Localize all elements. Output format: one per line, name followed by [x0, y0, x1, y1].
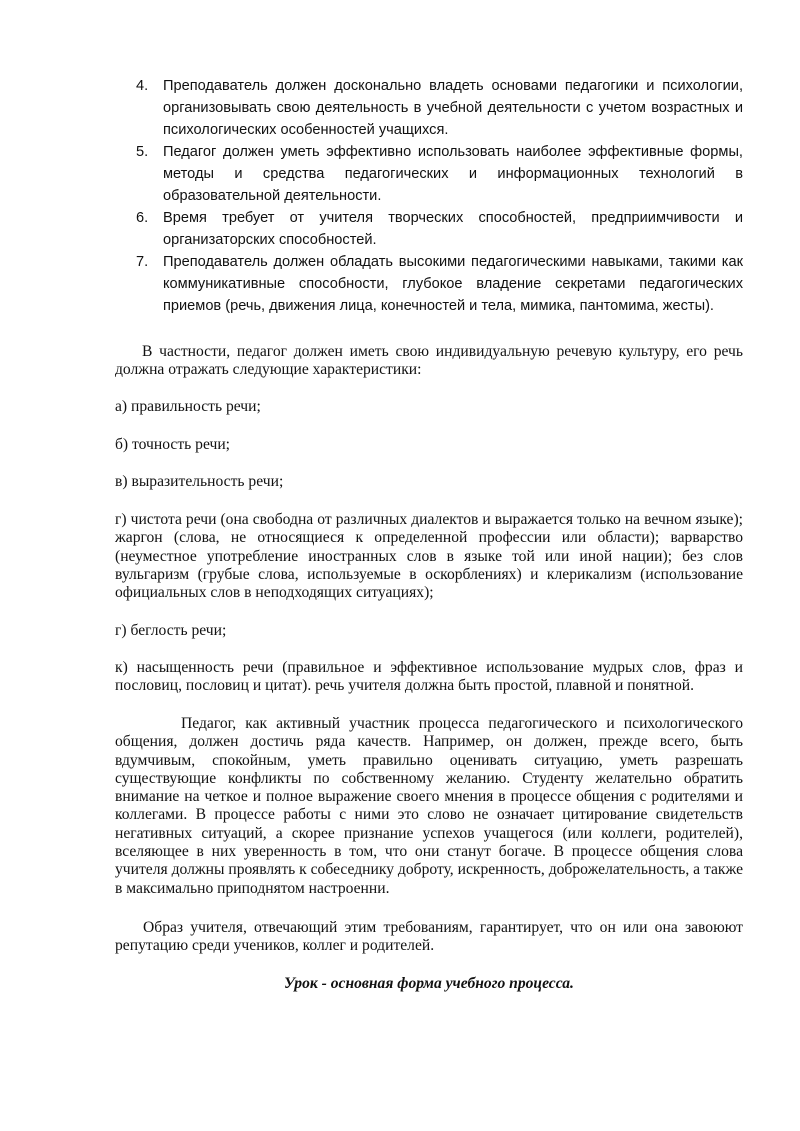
list-item-text: Время требует от учителя творческих способностей, предприимчивости и организаторских способностей.: [163, 210, 743, 248]
list-item-text: Преподаватель должен обладать высокими педагогическими навыками, такими как коммуникативные способности, глубокое владение секретами педагогических приемов (речь, движения лица, конечностей и тела, мимика, пантомима, жесты).: [163, 254, 743, 314]
list-item: [136, 141, 743, 207]
list-item-number: 5.: [136, 144, 149, 160]
section-heading: Урок - основная форма учебного процесса.: [284, 975, 574, 992]
speech-item-v: в) выразительность речи;: [115, 473, 284, 490]
speech-item-g: г) чистота речи (она свободна от различных диалектов и выражается только на вечном языке); жаргон (слова, не относящиеся к определенной профессии или области); варварство (неуместное употребление иностранных слов в языке той или иной нации); без слов вульгаризм (грубые слова, используемые в оскорблениях) и клерикализм (использование официальных слов в неподходящих ситуациях);: [115, 511, 743, 602]
paragraph-text: В частности, педагог должен иметь свою индивидуальную речевую культуру, его речь должна отражать следующие характеристики:: [115, 343, 743, 379]
numbered-list: [0, 75, 800, 317]
list-item-number: 6.: [136, 210, 149, 226]
list-item-text: Преподаватель должен досконально владеть основами педагогики и психологии, организовывать свою деятельность в учебной деятельности с учетом возрастных и психологических особенностей учащихся.: [163, 78, 743, 138]
speech-culture-paragraph: [115, 343, 743, 380]
teacher-qualities-paragraph: Педагог, как активный участник процесса педагогического и психологического общения, должен достичь ряда качеств. Например, он должен, прежде всего, быть вдумчивым, спокойным, уметь правильно оценивать ситуацию, уметь разрешать существующие конфликты по собственному желанию. Студенту желательно обратить внимание на четкое и полное выражение своего мнения в процессе общения с родителями и коллегами. В процессе работы с ними это слово не означает цитирование свидетельств негативных ситуаций, а скорее признание успехов учащегося (или коллеги, родителей), вселяющее в них уверенность в том, что они станут богаче. В процессе общения слова учителя должны проявлять к собеседнику доброту, искренность, доброжелательность, а также в максимально приподнятом настроенни.: [115, 715, 743, 897]
list-item: [136, 251, 743, 317]
speech-item-a: а) правильность речи;: [115, 398, 261, 415]
list-item-text: Педагог должен уметь эффективно использовать наиболее эффективные формы, методы и средства педагогических и информационных технологий в образовательной деятельности.: [163, 144, 743, 204]
teacher-image-paragraph: Образ учителя, отвечающий этим требованиям, гарантирует, что он или она завоюют репутацию среди учеников, коллег и родителей.: [115, 919, 743, 955]
list-item: [136, 75, 743, 141]
list-item-number: 7.: [136, 254, 149, 270]
list-item: [136, 207, 743, 251]
list-item-number: 4.: [136, 78, 149, 94]
speech-item-g2: г) беглость речи;: [115, 622, 227, 639]
speech-item-k: к) насыщенность речи (правильное и эффективное использование мудрых слов, фраз и пословиц, пословиц и цитат). речь учителя должна быть простой, плавной и понятной.: [115, 659, 743, 695]
speech-item-b: б) точность речи;: [115, 436, 230, 453]
